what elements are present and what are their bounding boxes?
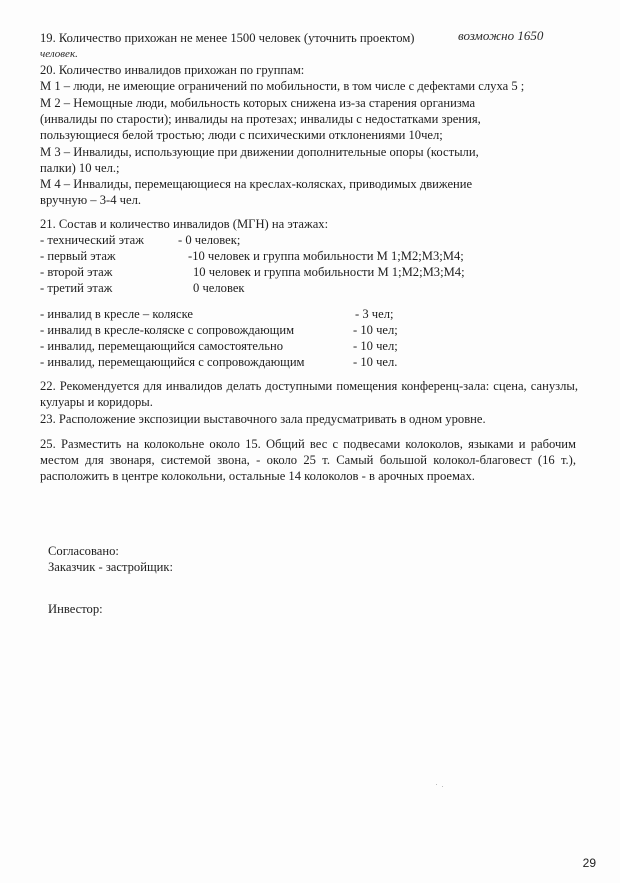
page-number: 29 bbox=[582, 856, 596, 870]
item-23-text: 23. Расположение экспозиции выставочного зала предусматривать в одном уровне. bbox=[40, 412, 486, 426]
floor-value: 10 человек и группа мобильности М 1;М2;М3;М4; bbox=[193, 265, 465, 279]
item-20-line: палки) 10 чел.; bbox=[40, 161, 120, 175]
floor-value: -10 человек и группа мобильности М 1;М2;М3;М4; bbox=[188, 249, 464, 263]
item-20-line: М 3 – Инвалиды, использующие при движении дополнительные опоры (костыли, bbox=[40, 145, 479, 159]
item-22-text: 22. Рекомендуется для инвалидов делать доступными помещения конференц-зала: сцена, санузлы, кулуары и коридоры. bbox=[40, 379, 578, 409]
customer-label: Заказчик - застройщик: bbox=[48, 560, 174, 574]
investor-label: Инвестор: bbox=[48, 602, 103, 616]
mgn-group-label: - инвалид, перемещающийся с сопровождающим bbox=[40, 355, 305, 369]
floor-value: 0 человек bbox=[193, 281, 245, 295]
item-19-handwritten-note: возможно 1650 bbox=[458, 28, 544, 43]
item-20-line: (инвалиды по старости); инвалиды на протезах; инвалиды с недостатками зрения, bbox=[40, 112, 481, 126]
floor-label: - технический этаж bbox=[40, 233, 144, 247]
item-20-line: вручную – 3-4 чел. bbox=[40, 193, 142, 207]
item-20-line: М 1 – люди, не имеющие ограничений по мобильности, в том числе с дефектами слуха 5 ; bbox=[40, 79, 525, 93]
scan-speck bbox=[442, 786, 443, 787]
item-20-line: М 2 – Немощные люди, мобильность которых снижена из-за старения организма bbox=[40, 96, 476, 110]
floor-label: - третий этаж bbox=[40, 281, 113, 295]
item-20-line: М 4 – Инвалиды, перемещающиеся на креслах-колясках, приводимых движение bbox=[40, 177, 473, 191]
item-19-text: 19. Количество прихожан не менее 1500 человек (уточнить проектом) bbox=[40, 31, 415, 45]
scan-speck bbox=[436, 784, 437, 785]
mgn-group-value: - 3 чел; bbox=[355, 307, 394, 321]
item-20-title: 20. Количество инвалидов прихожан по группам: bbox=[40, 63, 305, 77]
mgn-group-label: - инвалид в кресле – коляске bbox=[40, 307, 194, 321]
mgn-group-value: - 10 чел; bbox=[353, 339, 398, 353]
mgn-group-value: - 10 чел; bbox=[353, 323, 398, 337]
agreed-label: Согласовано: bbox=[48, 544, 119, 558]
mgn-group-value: - 10 чел. bbox=[353, 355, 398, 369]
item-21-title: 21. Состав и количество инвалидов (МГН) на этажах: bbox=[40, 217, 329, 231]
item-19-handwritten-note-cont: человек. bbox=[40, 48, 78, 60]
floor-value: - 0 человек; bbox=[178, 233, 241, 247]
floor-label: - второй этаж bbox=[40, 265, 113, 279]
mgn-group-label: - инвалид в кресле-коляске с сопровождающим bbox=[40, 323, 295, 337]
floor-label: - первый этаж bbox=[40, 249, 116, 263]
item-20-line: пользующиеся белой тростью; люди с психическими отклонениями 10чел; bbox=[40, 128, 443, 142]
item-25-text: 25. Разместить на колокольне около 15. Общий вес с подвесами колоколов, языками и рабочим местом для звонаря, системой звона, - около 25 т. Самый большой колокол-благовест (16 т.), расположить в центре колокольни, остальные 14 колоколов - в арочных проемах. bbox=[40, 437, 576, 483]
mgn-group-label: - инвалид, перемещающийся самостоятельно bbox=[40, 339, 284, 353]
